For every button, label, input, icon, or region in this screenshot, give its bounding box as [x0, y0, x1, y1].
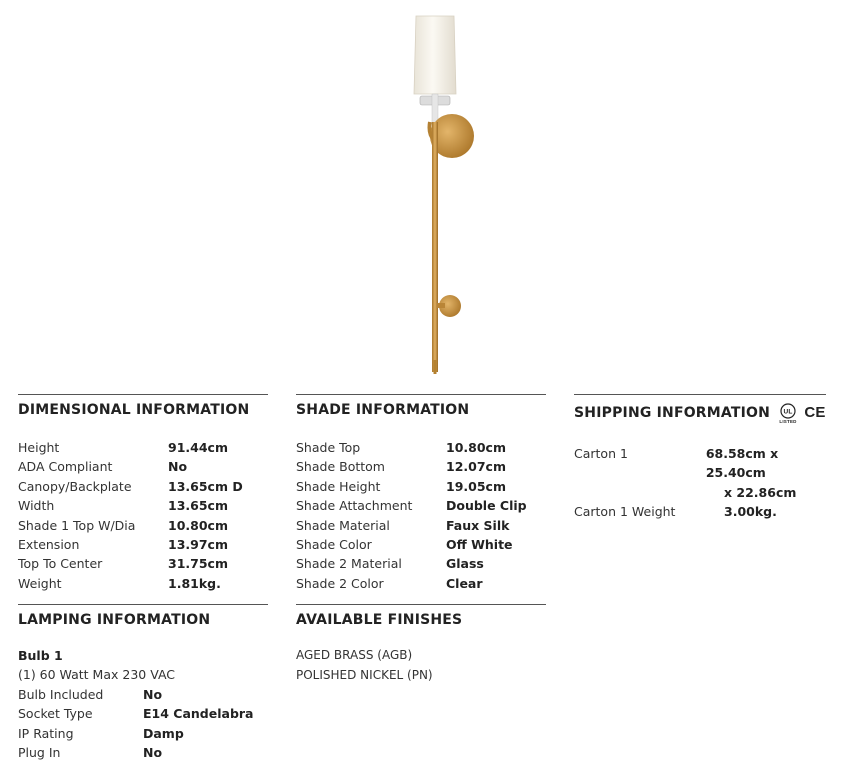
- bulb-title: Bulb 1: [18, 648, 63, 663]
- spec-label: Canopy/Backplate: [18, 478, 132, 494]
- spec-value: Glass: [446, 556, 484, 572]
- spec-label: IP Rating: [18, 725, 74, 741]
- finish-item: AGED BRASS (AGB): [296, 648, 413, 662]
- dimensional-rows: [18, 438, 268, 593]
- spec-row: [18, 554, 268, 573]
- bulb-description: (1) 60 Watt Max 230 VAC: [18, 667, 176, 682]
- shade-rows: [296, 438, 546, 593]
- spec-label: Height: [18, 440, 60, 455]
- spec-row: [296, 496, 546, 515]
- spec-value: 19.05cm: [446, 478, 506, 494]
- spec-row: [296, 574, 546, 593]
- finish-item: POLISHED NICKEL (PN): [296, 668, 433, 682]
- spec-value: No: [168, 459, 188, 475]
- spec-row: [296, 535, 546, 554]
- spec-value: 10.80cm: [446, 440, 506, 455]
- spec-row: [296, 457, 546, 476]
- spec-value: No: [143, 687, 163, 702]
- spec-value: 31.75cm: [168, 556, 228, 572]
- lamping-heading: LAMPING INFORMATION: [18, 612, 211, 628]
- shipping-section: [574, 394, 826, 522]
- spec-label: Bulb Included: [18, 687, 104, 702]
- spec-value: Damp: [143, 725, 184, 741]
- spec-label: Shade Color: [296, 537, 372, 553]
- spec-label: Shade 2 Material: [296, 556, 402, 572]
- dimensional-section: [18, 394, 268, 593]
- spec-value: 10.80cm: [168, 517, 228, 533]
- section-divider: [296, 394, 546, 395]
- spec-label: Carton 1: [574, 446, 628, 461]
- spec-row: [18, 438, 268, 457]
- finishes-heading: AVAILABLE FINISHES: [296, 612, 463, 628]
- spec-row: [18, 685, 268, 704]
- section-divider: [574, 394, 826, 395]
- spec-label: Shade Bottom: [296, 459, 385, 475]
- spec-row: [18, 457, 268, 476]
- spec-value: 1.81kg.: [168, 575, 221, 591]
- spec-row: [18, 477, 268, 496]
- ce-mark: CE: [804, 404, 826, 421]
- section-divider: [18, 604, 268, 605]
- spec-row: [18, 516, 268, 535]
- spec-value: 13.65cm D: [168, 478, 243, 494]
- spec-row: [296, 438, 546, 457]
- wall-sconce-image: [390, 10, 480, 376]
- spec-value: x 22.86cm: [724, 484, 797, 500]
- spec-value: 91.44cm: [168, 440, 228, 455]
- spec-row: [18, 535, 268, 554]
- finishes-list: [296, 645, 546, 685]
- spec-row: [296, 554, 546, 573]
- spec-value: E14 Candelabra: [143, 706, 254, 722]
- spec-row: [574, 502, 826, 521]
- ul-ce-certification-icon: [778, 402, 834, 424]
- spec-row: [18, 496, 268, 515]
- section-divider: [18, 394, 268, 395]
- shipping-title: SHIPPING INFORMATION: [574, 405, 771, 421]
- spec-value: 12.07cm: [446, 459, 506, 475]
- spec-label: Socket Type: [18, 706, 93, 722]
- spec-row: [574, 444, 826, 483]
- ul-listed-text: LISTED: [779, 419, 797, 424]
- dimensional-heading: DIMENSIONAL INFORMATION: [18, 402, 250, 418]
- spec-value: 68.58cm x 25.40cm: [705, 446, 779, 481]
- spec-label: Carton 1 Weight: [574, 504, 676, 520]
- shipping-rows: [574, 444, 826, 522]
- spec-row-continued: [574, 483, 826, 502]
- spec-label: Plug In: [18, 745, 61, 761]
- spec-row: [18, 704, 268, 723]
- spec-label: Extension: [18, 537, 80, 553]
- spec-label: ADA Compliant: [18, 459, 113, 475]
- lamping-rows: [18, 685, 268, 763]
- spec-row: [296, 516, 546, 535]
- spec-value: Off White: [446, 537, 513, 553]
- spec-row: [296, 477, 546, 496]
- spec-value: No: [143, 745, 163, 761]
- spec-value: Faux Silk: [446, 517, 510, 533]
- spec-label: Shade Attachment: [296, 498, 413, 514]
- section-divider: [296, 604, 546, 605]
- lamping-section: [18, 604, 268, 763]
- spec-label: Weight: [18, 575, 62, 591]
- spec-value: 3.00kg.: [724, 504, 777, 520]
- spec-value: Clear: [446, 575, 483, 591]
- spec-label: Top To Center: [18, 556, 103, 572]
- spec-label: Shade Top: [296, 440, 361, 455]
- spec-label: Shade 2 Color: [296, 575, 384, 591]
- product-image: [390, 10, 480, 376]
- ul-mark: UL: [783, 408, 793, 416]
- finishes-section: [296, 604, 546, 685]
- spec-label: Shade Height: [296, 478, 381, 494]
- certification-icons: [778, 402, 834, 424]
- shipping-heading: [574, 402, 826, 424]
- spec-label: Shade Material: [296, 517, 390, 533]
- spec-row: [18, 724, 268, 743]
- spec-value: 13.65cm: [168, 498, 228, 514]
- spec-value: Double Clip: [446, 498, 527, 514]
- shade-heading: SHADE INFORMATION: [296, 402, 470, 418]
- spec-row: [18, 743, 268, 762]
- spec-row: [18, 574, 268, 593]
- spec-value: 13.97cm: [168, 537, 228, 553]
- spec-label: Width: [18, 498, 55, 514]
- shade-section: [296, 394, 546, 593]
- spec-label: Shade 1 Top W/Dia: [18, 517, 136, 533]
